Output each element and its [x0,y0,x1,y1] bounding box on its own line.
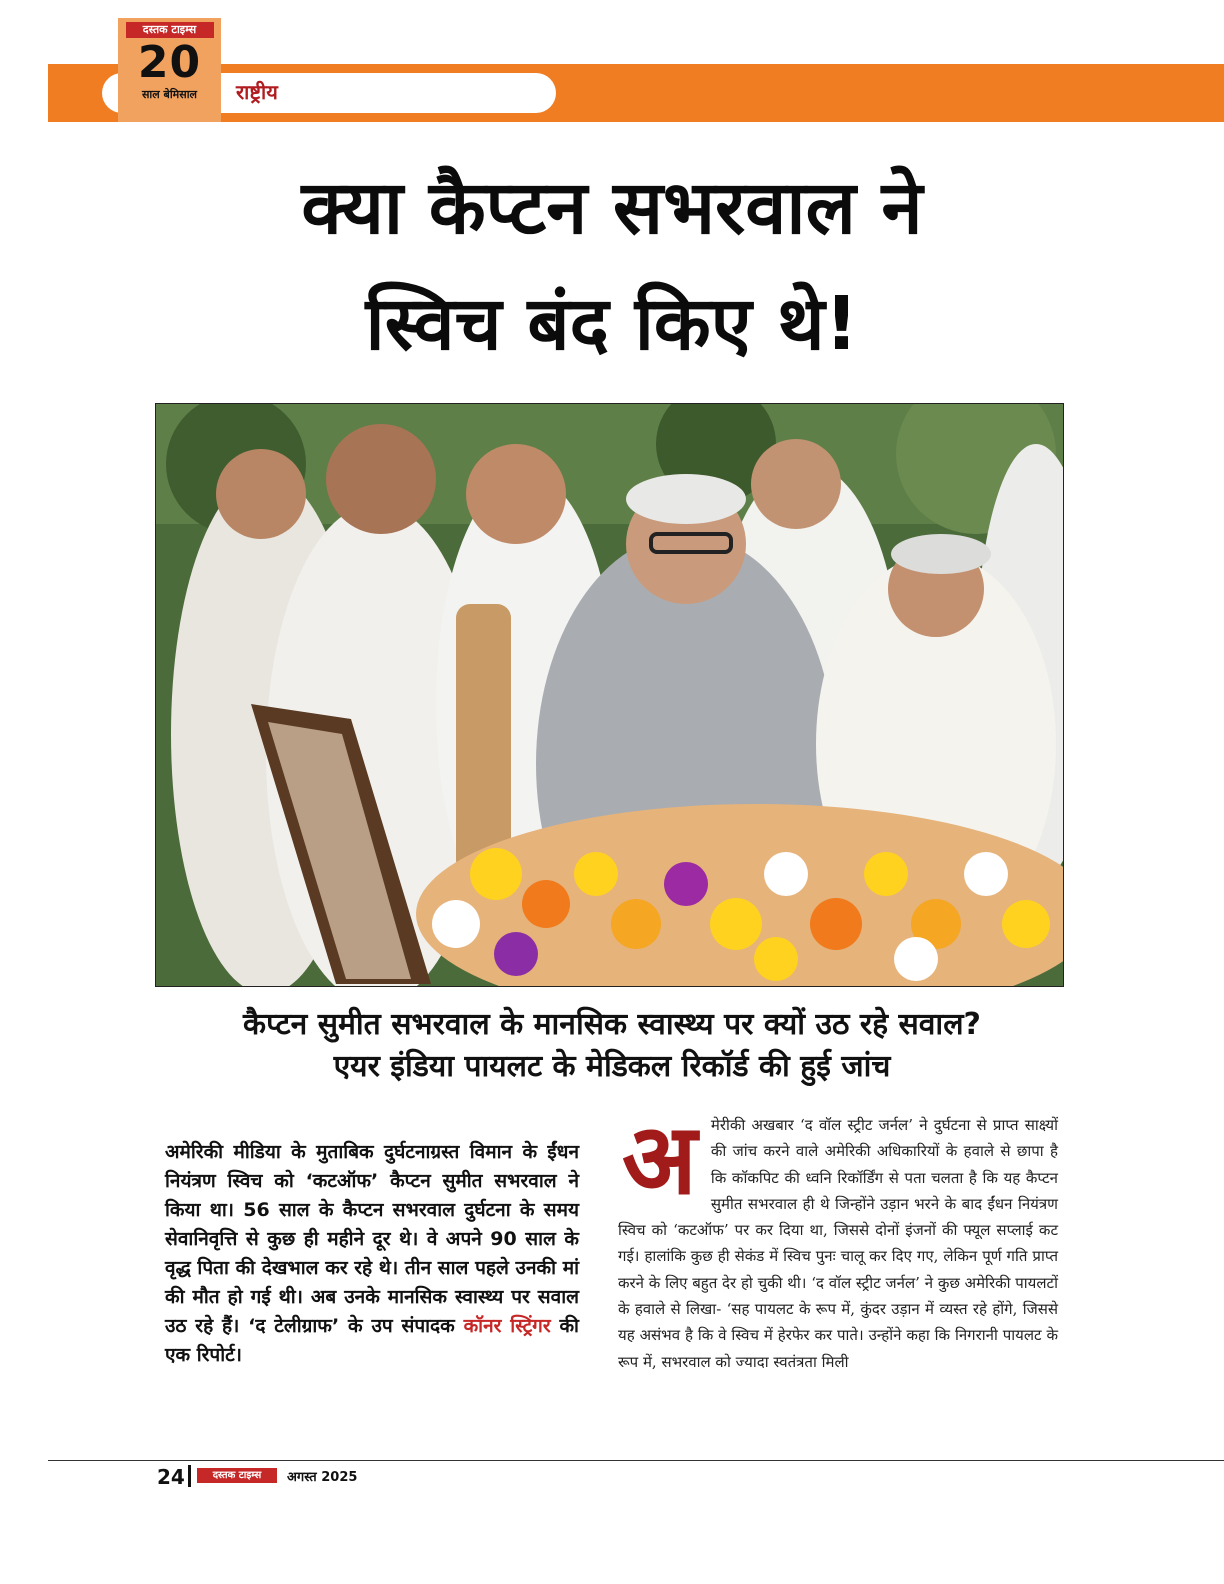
footer-rule [48,1460,1224,1461]
footer-issue-date: अगस्त 2025 [287,1470,358,1485]
footer-brand-logo: दस्तक टाइम्स [197,1468,277,1483]
headline-line-2: स्विच बंद किए थे! [365,281,859,367]
intro-paragraph [165,1138,579,1370]
intro-tail: की एक रिपोर्ट। [165,1315,579,1366]
intro-author: कॉनर स्ट्रिंगर [463,1315,551,1337]
badge-brand-logo: दस्तक टाइम्स [126,22,214,38]
subheadline-line-1: कैप्टन सुमीत सभरवाल के मानसिक स्वास्थ्य पर क्यों उठ रहे सवाल? [243,1007,981,1042]
drop-cap: अ [622,1102,697,1217]
article-photo [155,403,1064,987]
headline [60,150,1164,382]
section-label: राष्ट्रीय [236,80,278,104]
page-number: 24 [157,1465,185,1489]
funeral-photo-illustration [156,404,1063,986]
badge-tagline: साल बेमिसाल [141,88,198,101]
subheadline-line-2: एयर इंडिया पायलट के मेडिकल रिकॉर्ड की हुई जांच [333,1049,891,1084]
badge-number: 20 [137,37,202,88]
subheadline [120,1004,1104,1088]
body-text: मेरीकी अखबार ‘द वॉल स्ट्रीट जर्नल’ ने दुर्घटना से प्राप्त साक्ष्यों की जांच करने वाले अमेरिकी अधिकारियों के हवाले से छापा है कि कॉकपिट की ध्वनि रिकॉर्डिंग से पता चलता है कि यह कैप्टन सुमीत सभरवाल ही थे जिन्होंने उड़ान भरने के बाद ईंधन नियंत्रण स्विच को ‘कटऑफ’ पर कर दिया था, जिससे दोनों इंजनों की फ्यूल सप्लाई कट गई। हालांकि कुछ ही सेकंड में स्विच पुनः चालू कर दिए गए, लेकिन पूर्ण गति प्राप्त करने के लिए बहुत देर हो चुकी थी। ‘द वॉल स्ट्रीट जर्नल’ ने कुछ अमेरिकी पायलटों के हवाले से लिखा- ‘सह पायलट के रूप में, कुंदर उड़ान में व्यस्त रहे होंगे, जिससे यह असंभव है कि वे स्विच में हेरफेर कर पाते। उन्होंने कहा कि निगरानी पायलट के रूप में, सभरवाल को ज्यादा स्वतंत्रता मिली [618,1116,1058,1371]
anniversary-badge [118,18,221,122]
footer-separator [188,1465,191,1487]
body-column [618,1102,1058,1375]
headline-line-1: क्या कैप्टन सभरवाल ने [301,165,923,251]
intro-text: अमेरिकी मीडिया के मुताबिक दुर्घटनाग्रस्त विमान के ईंधन नियंत्रण स्विच को ‘कटऑफ’ कैप्टन सुमीत सभरवाल ने किया था। 56 साल के कैप्टन सभरवाल दुर्घटना के समय सेवानिवृत्ति से कुछ ही महीने दूर थे। वे अपने 90 साल के वृद्ध पिता की देखभाल कर रहे थे। तीन साल पहले उनकी मां की मौत हो गई थी। अब उनके मानसिक स्वास्थ्य पर सवाल उठ रहे हैं। ‘द टेलीग्राफ’ के उप संपादक [165,1141,579,1337]
